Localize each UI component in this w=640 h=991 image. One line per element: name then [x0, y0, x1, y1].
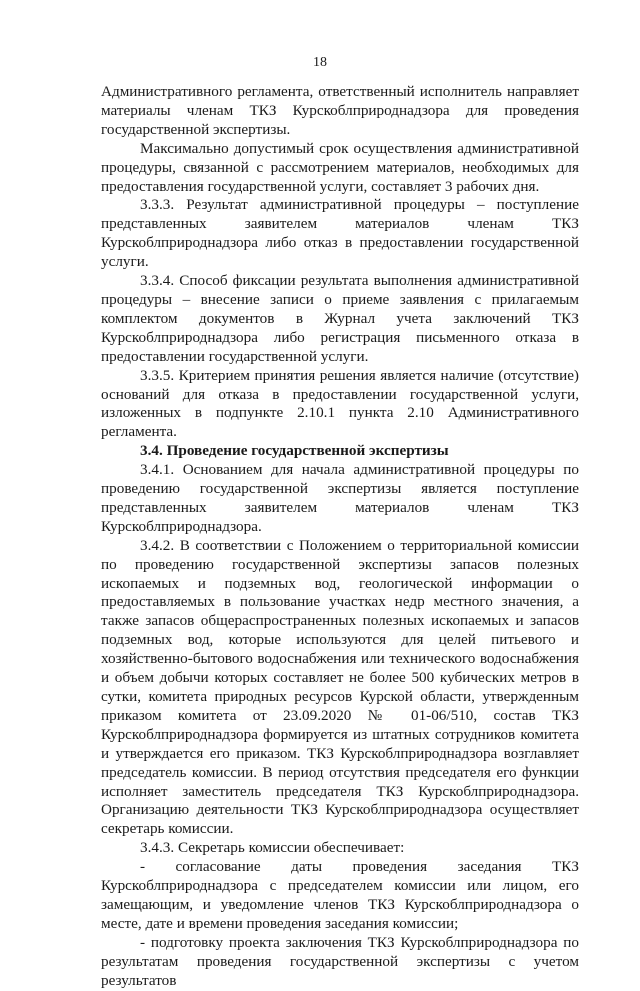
paragraph-3-3-5: 3.3.5. Критерием принятия решения является наличие (отсутствие) оснований для отказа в предоставлении государственной услуги, изложенных в подпункте 2.10.1 пункта 2.10 Административного регламента.: [101, 366, 579, 441]
list-item-conclusion-draft: - подготовку проекта заключения ТКЗ Курскоблприроднадзора по результатам проведения государственной экспертизы с учетом результатов: [101, 933, 579, 989]
list-item-meeting-date: - согласование даты проведения заседания ТКЗ Курскоблприроднадзора с председателем комиссии или лицом, его замещающим, и уведомление членов ТКЗ Курскоблприроднадзора о месте, дате и времени проведения заседания комиссии;: [101, 858, 579, 932]
document-body: [101, 83, 579, 991]
paragraph-regulation-continuation: Административного регламента, ответственный исполнитель направляет материалы членам ТКЗ Курскоблприроднадзора для проведения государственной экспертизы.: [101, 83, 579, 138]
paragraph-max-term: Максимально допустимый срок осуществления административной процедуры, связанной с рассмотрением материалов, необходимых для предоставления государственной услуги, составляет 3 рабочих дня.: [101, 139, 579, 195]
paragraph-3-4-1: 3.4.1. Основанием для начала административной процедуры по проведению государственной экспертизы является поступление представленных заявителем материалов членам ТКЗ Курскоблприроднадзора.: [101, 461, 579, 535]
page-number: 18: [313, 55, 327, 70]
paragraph-3-4-2: 3.4.2. В соответствии с Положением о территориальной комиссии по проведению государственной экспертизы запасов полезных ископаемых и подземных вод, геологической информации о предоставляемых в пользование участках недр местного значения, а также запасов общераспространенных полезных ископаемых и запасов подземных вод, которые используются для целей питьевого и хозяйственно-бытового водоснабжения или технического водоснабжения и объем добычи которых составляет не более 500 кубических метров в сутки, комитета природных ресурсов Курской области, утвержденным приказом комитета от 23.09.2020 № 01-06/510, состав ТКЗ Курскоблприроднадзора формируется из штатных сотрудников комитета и утверждается его приказом. ТКЗ Курскоблприроднадзора возглавляет председатель комиссии. В период отсутствия председателя его функции исполняет заместитель председателя ТКЗ Курскоблприроднадзора. Организацию деятельности ТКЗ Курскоблприроднадзора осуществляет секретарь комиссии.: [101, 536, 579, 838]
paragraph-3-4-3: 3.4.3. Секретарь комиссии обеспечивает:: [140, 839, 405, 857]
paragraph-3-3-4: 3.3.4. Способ фиксации результата выполнения административной процедуры – внесение записи о приеме заявления с прилагаемым комплектом документов в Журнал учета заключений ТКЗ Курскоблприроднадзора либо регистрация письменного отказа в предоставлении государственной услуги.: [101, 272, 579, 365]
section-heading-3-4: 3.4. Проведение государственной экспертизы: [140, 442, 449, 460]
paragraph-3-3-3: 3.3.3. Результат административной процедуры – поступление представленных заявителем материалов членам ТКЗ Курскоблприроднадзора либо отказ в предоставлении государственной услуги.: [101, 196, 579, 271]
